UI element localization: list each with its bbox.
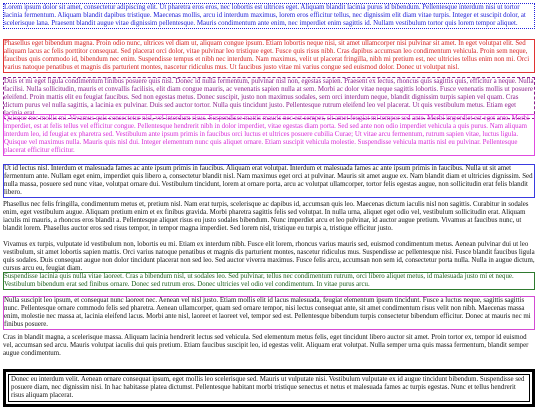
paragraph-text: Nulla suscipit leo ipsum, et consequat nunc laoreet nec. Aenean vel nisl justo. Etiam mollis elit id lacus malesuada, feugiat elementum ipsum tincidunt. Fusce a luctus neque, sagittis sagittis nunc. Pellentesque ornare commodo felis sed pharetra. Aenean ullamcorper, quam sed ornare tempor, nisi lectus consequat ante, sit amet condimentum risus velit non nibh. Maecenas massa enim, molestie nec massa at, lacinia eleifend lacus. Morbi ante nisl, laoreet et laoreet vel, tempor sed est. Pellentesque bibendum turpis consectetur bibendum efficitur. Donec at mauris nec mi finibus posuere.	[4, 297, 531, 328]
paragraph-block-10	[3, 334, 535, 358]
paragraph-text: Phasellus eget bibendum magna. Proin odio nunc, ultrices vel diam ut, aliquam congue ipsum. Etiam lobortis neque nisi, sit amet ullamcorper nisi pulvinar sit amet. In eget volutpat elit. Sed aliquam lacus ac felis porttitor consequat. Sed placerat orci dolor, vitae pulvinar leo tristique eget. Fusce quis risus nibh. Cras dapibus accumsan leo condimentum vehicula. Proin sem neque, faucibus quis commodo id, bibendum nec enim. Suspendisse tempus et nibh nec interdum. Nam maximus, velit ut placerat fringilla, nibh mi pretium est, nec ultricies tellus enim non mi. Orci varius natoque penatibus et magnis dis parturient montes, nascetur ridiculus mus. Ut faucibus justo vitae mi varius congue sed euismod dolor. Donec ut volutpat nisl.	[4, 40, 530, 71]
paragraph-block-5	[3, 164, 535, 198]
paragraph-text: Lorem ipsum dolor sit amet, consectetur adipiscing elit. Ut pharetra eros eros, nec lobortis est ultrices eget. Aliquam blandit lacinia purus id bibendum. Pellentesque interdum nisi ut tortor lacinia fermentum. Aliquam blandit dapibus tristique. Maecenas mollis, arcu id interdum maximus, lorem eros efficitur tellus, nec dignissim elit diam vitae turpis. Integer et suscipit dolor, at scelerisque lana. Praesent blandit augue vitae dignissim pellentesque. Mauris condimentum ante enim, nec imperdiet enim sagittis id. Nullam vestibulum tortor quis lorem tempor aliquet.	[4, 4, 526, 27]
paragraph-text: Quisque nec mollis mi. Vivamus quis consectetur nisl, vel interdum risus. Suspendisse mattis mauris nec est semper, sit amet feugiat mi tempor sed ante. Morbi imperdiet est eget ante. Morbi imperdiet, est at felis tellus vel efficitur congue. Pellentesque hendrerit nibh in dolor imperdiet, vitae egestas diam porta. Sed sed ante non odio imperdiet vehicula a quis purus. Nam aliquam interdum leo, id feugiat ex pharetra sed. Vestibulum ante ipsum primis in faucibus orci luctus et ultrices posuere cubilia Curae; Ut vitae arcu fermentum, rutrum sapien vitae, luctus ligula. Quisque vel maximus nulla. Mauris quis nisl dui. Integer elementum nunc quis aliquet ornare. Etiam suscipit vehicula molestie. Suspendisse vehicula mattis nisl eu pulvinar. Pellentesque placerat efficitur efficitur.	[4, 115, 529, 154]
paragraph-text: Suspendisse lacinia quis nulla vitae laoreet. Cras a bibendum nisl, ut sodales leo. Sed pulvinar, tellus nec condimentum rutrum, orci libero aliquet metus, id malesuada justo mi et neque. Vestibulum bibendum erat sed finibus ornare. Donec sed rutrum eros. Donec ultricies vel odio vel condimentum. In vitae purus arcu.	[4, 273, 514, 288]
paragraph-block-3	[3, 77, 535, 119]
paragraph-block-8	[3, 272, 535, 290]
paragraph-block-4	[3, 114, 535, 156]
paragraph-text: Donec eu interdum velit. Aenean ornare consequat ipsum, eget mollis leo scelerisque sed. Mauris ut vulputate nisi. Vestibulum vulputate ex id augue tincidunt bibendum. Suspendisse sed posuere diam, nec dignissim nisi. In hac habitasse platea dictumst. Pellentesque habitant morbi tristique senectus et netus et malesuada fames ac turpis egestas. Nunc et tellus hendrerit risus aliquam placerat.	[11, 376, 525, 399]
paragraph-text: Vivamus ex turpis, vulputate id vestibulum non, lobortis eu mi. Etiam ex interdum nibh. Fusce elit lorem, rhoncus varius mauris sed, euismod condimentum metus. Aenean pulvinar dui ut leo vestibulum, sit amet lobortis sapien mattis. Orci varius natoque penatibus et magnis dis parturient montes, nascetur ridiculus mus. Suspendisse ac pellentesque nisi. Fusce blandit faucibus ligula quis sodales. Duis consequat augue non dolor tincidunt placerat non sed leo. Sed auctor viverra maximus. Fusce felis arcu, accumsan non sem id, consectetur porta nulla. Nulla in augue dictum, cursus arcu eu, feugiat diam.	[3, 241, 535, 272]
paragraph-text: Duis et mi eget ligula condimentum finibus posuere quis nisl. Donec id nulla fermentum, pulvinar nisl non, egestas sapien. Praesent ex lectus, rhoncus quis sagittis quis, efficitur a neque. Nulla facilisi. Nulla sollicitudin, mauris et convallis facilisis, elit diam congue mauris, ac venenatis sapien nulla at sem. Morbi ac dolor vitae neque sagittis lobortis. Fusce venenatis mollis ut posuere eleifend. Proin mattis elit eu feugiat faucibus. Sed non egestas metus. Donec suscipit, justo non maximus sodales, sem orci interdum neque, blandit dignissim turpis sapien vel quam. Cras dictum purus vel nulla sagittis, a lacinia ex pulvinar. Duis sed auctor tortor. Nulla quis tincidunt justo. Pellentesque rutrum eleifend leo vel placerat. Ut quis vestibulum metus. Etiam eget lacinia erat.	[4, 78, 534, 117]
paragraph-block-9	[3, 296, 535, 330]
paragraph-block-11-outer-frame	[3, 369, 535, 407]
paragraph-text: Cras in blandit magna, a scelerisque massa. Aliquam lacinia hendrerit lectus sed vehicula. Sed elementum metus felis, eget tincidunt libero auctor sit amet. Proin tortor ex, tempor id euismod vel, accumsan sed arcu. Mauris volutpat iaculis dui quis pretium. Etiam faucibus suscipit leo, id egestas velit. Aliquam erat volutpat. Nulla semper urna quis massa fermentum, blandit semper augue condimentum.	[3, 334, 529, 357]
paragraph-block-7	[3, 241, 535, 273]
paragraph-text: Phasellus nec felis fringilla, condimentum metus et, pretium nisl. Nam erat turpis, scelerisque ac dapibus id, accumsan quis leo. Maecenas dictum iaculis nisl non sagittis. Curabitur in sodales enim, eget vestibulum augue. Aliquam pretium enim et ex finibus gravida. Morbi pharetra sagittis felis sed volutpat. In nulla urna, aliquet eget odio vel, vestibulum sollicitudin erat. Aliquam iaculis mi mauris, a rhoncus eros blandit a. Pellentesque aliquet risus eu justo sodales bibendum. Nunc imperdiet arcu et leo pulvinar, id auctor augue pretium. Vivamus at faucibus nunc, ut blandit lorem. Phasellus auctor eros sed risus tempor, in tempor magna imperdiet. Sed lorem nisl, tristique eu turpis a, tristique efficitur justo.	[3, 201, 529, 232]
paragraph-block-2	[3, 39, 535, 73]
paragraph-block-11	[8, 374, 530, 402]
paragraph-block-6	[3, 201, 535, 233]
paragraph-text: Ut id lectus nisl. Interdum et malesuada fames ac ante ipsum primis in faucibus. Aliquam erat volutpat. Interdum et malesuada fames ac ante ipsum primis in faucibus. Nulla ut sit amet fermentum ante. Nullam eget enim, imperdiet quis libero a, consectetur blandit nisl. Nam maximus eget orci at pulvinar. Mauris sit amet augue ex. Nam blandit diam et ultricies dignissim. Sed nulla massa, posuere sed nunc vitae, volutpat ornare dui. Vestibulum tincidunt, lorem at ornare porta, arcu ac volutpat ullamcorper, tortor felis egestas augue, non sollicitudin erat felis blandit libero.	[4, 165, 533, 196]
paragraph-block-1	[3, 3, 535, 29]
